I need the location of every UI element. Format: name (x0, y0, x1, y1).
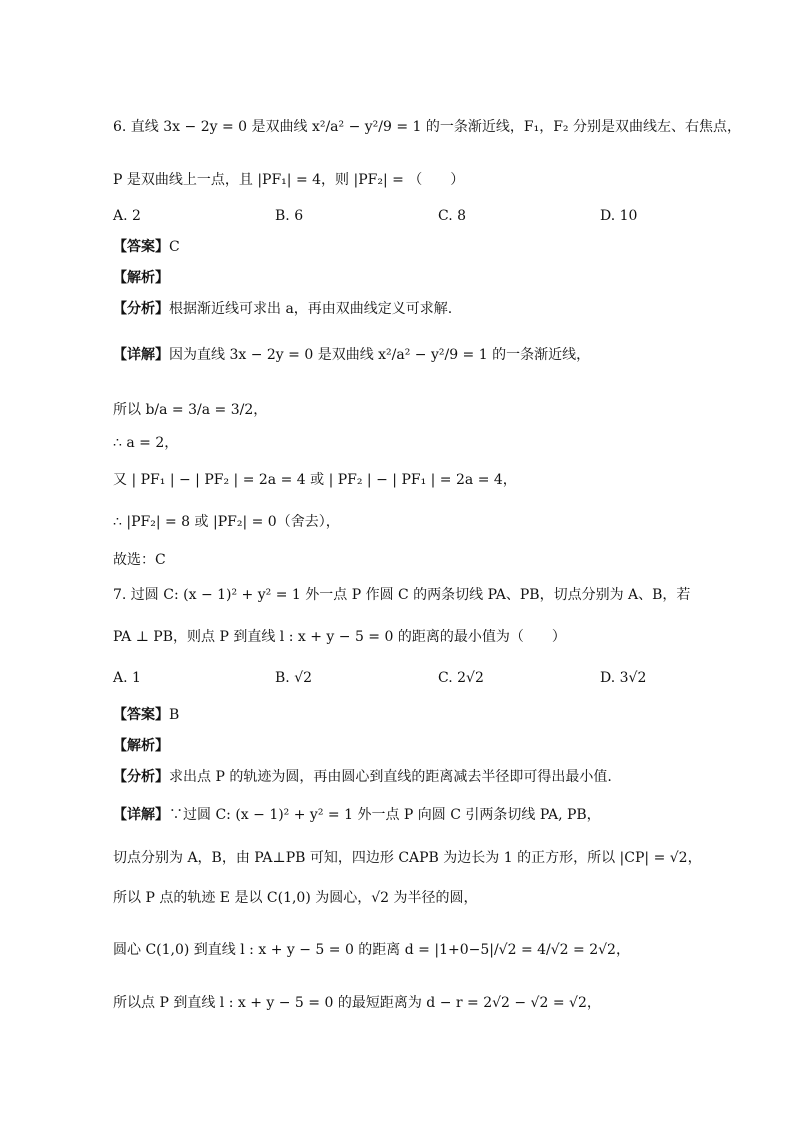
q6-option-a: A. 2 (113, 208, 141, 224)
q7-analysis-tag: 【解析】 (113, 738, 169, 754)
q7-option-d: D. 3√2 (600, 670, 647, 686)
q6-answer (113, 237, 180, 257)
answer-value: C (169, 239, 180, 255)
q6-step4: ∴ |PF₂| = 8 或 |PF₂| = 0（舍去）， (113, 514, 340, 530)
q6-step2: ∴ a = 2， (113, 435, 179, 451)
q6-fenxi (113, 299, 452, 319)
q6-option-c: C. 8 (438, 208, 467, 224)
xiangjie-tag: 【详解】 (113, 347, 169, 363)
q7-step3: 圆心 C(1,0) 到直线 l : x + y − 5 = 0 的距离 d = |1+0−5|/√2 = 4/√2 = 2√2， (113, 942, 630, 958)
xiangjie-text: 因为直线 3x − 2y = 0 是双曲线 x²/a² − y²/9 = 1 的一条渐近线， (169, 347, 591, 363)
xiangjie-text: ∵过圆 C: (x − 1)² + y² = 1 外一点 P 向圆 C 引两条切线 PA, PB， (169, 807, 601, 823)
q7-fenxi (113, 767, 612, 787)
answer-tag: 【答案】 (113, 239, 169, 255)
q6-stem-line2: P 是双曲线上一点，且 |PF₁| = 4，则 |PF₂| = （ ） (113, 172, 465, 188)
fenxi-text: 根据渐近线可求出 a，再由双曲线定义可求解. (169, 301, 453, 317)
q6-step1: 所以 b/a = 3/a = 3/2， (113, 402, 268, 418)
q6-conclusion: 故选：C (113, 552, 166, 568)
q6-step3: 又 | PF₁ | − | PF₂ | = 2a = 4 或 | PF₂ | − | PF₁ | = 2a = 4， (113, 472, 517, 488)
answer-value: B (169, 707, 180, 723)
q7-step2: 所以 P 点的轨迹 E 是以 C(1,0) 为圆心，√2 为半径的圆， (113, 890, 478, 906)
q7-option-b: B. √2 (275, 670, 313, 686)
q7-option-c: C. 2√2 (438, 670, 484, 686)
q6-stem-line1: 6. 直线 3x − 2y = 0 是双曲线 x²/a² − y²/9 = 1 的一条渐近线，F₁，F₂ 分别是双曲线左、右焦点， (113, 119, 741, 135)
q6-option-b: B. 6 (275, 208, 304, 224)
q7-xiangjie (113, 805, 601, 825)
q7-option-a: A. 1 (113, 670, 141, 686)
q7-stem-line2: PA ⊥ PB，则点 P 到直线 l : x + y − 5 = 0 的距离的最小值为（ ） (113, 629, 566, 645)
fenxi-tag: 【分析】 (113, 301, 169, 317)
xiangjie-tag: 【详解】 (113, 807, 169, 823)
q6-analysis-tag: 【解析】 (113, 270, 169, 286)
fenxi-text: 求出点 P 的轨迹为圆，再由圆心到直线的距离减去半径即可得出最小值. (169, 769, 612, 785)
q7-answer (113, 705, 179, 725)
q7-step4: 所以点 P 到直线 l : x + y − 5 = 0 的最短距离为 d − r = 2√2 − √2 = √2， (113, 995, 601, 1011)
q7-stem-line1: 7. 过圆 C: (x − 1)² + y² = 1 外一点 P 作圆 C 的两条切线 PA、PB，切点分别为 A、B，若 (113, 587, 691, 603)
fenxi-tag: 【分析】 (113, 769, 169, 785)
q6-option-d: D. 10 (600, 208, 638, 224)
answer-tag: 【答案】 (113, 707, 169, 723)
q6-xiangjie (113, 345, 590, 365)
q7-step1: 切点分别为 A，B，由 PA⊥PB 可知，四边形 CAPB 为边长为 1 的正方形，所以 |CP| = √2， (113, 850, 702, 866)
